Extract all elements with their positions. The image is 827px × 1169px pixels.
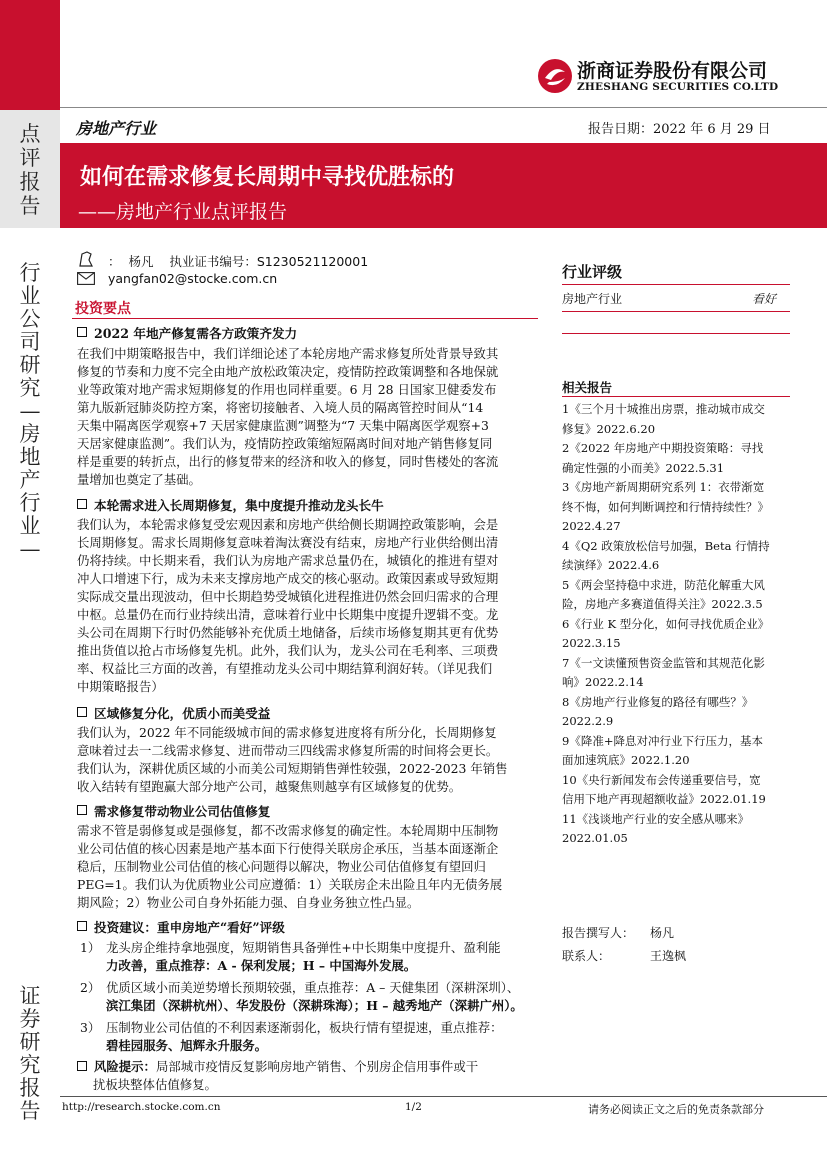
related-item[interactable]: 9《降准+降息对冲行业下行压力，基本 面加速筑底》2022.1.20 [562, 733, 763, 767]
sidebar-top-red [0, 0, 60, 110]
report-title: 如何在需求修复长周期中寻找优胜标的 [80, 164, 455, 190]
footer-url[interactable]: http://research.stocke.com.cn [62, 1101, 221, 1113]
email-icon [77, 272, 95, 285]
section-body-4: 需求不管是弱修复或是强修复，都不改需求修复的确定性。本轮周期中压制物 业公司估值的核心因素是地产基本面下行使得关联房企承压，当基本面逐渐企 稳后，压制物业公司估值的核心问题得以解决，物业公司估值修复有望回归 PEG=1。我们认为优质物业公司应遵循：1）关联房企未出险且年内无债务展 期风险；2）物业公司自身外拓能力强、自身业务独立性凸显。 [77, 823, 503, 910]
section-body-3: 我们认为，2022 年不同能级城市间的需求修复进度将有所分化，长周期修复 意味着过去一二线需求修复、进而带动三四线需求修复所需的时间将会更长。 我们认为，深耕优质区域的小而美公司短期销售弹性较强，2022-2023 年销售 收入结转有望跑赢大部分地产公司，越聚焦则越享有区域修复的优势。 [77, 725, 508, 794]
rating-heading: 行业评级 [562, 263, 623, 281]
section-heading-5: 投资建议：重申房地产“看好”评级 [77, 917, 285, 936]
sidebar-category: 行 业 公 司 研 究 — 房 地 产 行 业 — [19, 261, 41, 561]
rating-rule [562, 284, 790, 285]
related-rule [562, 396, 790, 397]
related-list [562, 400, 824, 849]
related-item[interactable]: 1《三个月十城推出房票，推动城市成交 修复》2022.6.20 [562, 402, 765, 436]
company-name-en: ZHESHANG SECURITIES CO.LTD [577, 81, 779, 93]
rating-rule-3 [562, 333, 790, 334]
related-item[interactable]: 5《两会坚持稳中求进，防范化解重大风 险，房地产多赛道值得关注》2022.3.5 [562, 577, 765, 611]
related-item[interactable]: 10《央行新闻发布会传递重要信号，宽 信用下地产再现超额收益》2022.01.19 [562, 772, 766, 806]
section-heading-3: 区域修复分化，优质小而美受益 [77, 703, 270, 722]
company-name-cn: 浙商证券股份有限公司 [577, 60, 768, 82]
invest-rule [72, 318, 538, 319]
recommendation-1: 1） 龙头房企维持拿地强度，短期销售具备弹性+中长期集中度提升、盈利能 力改善，重点推荐：A - 保利发展；H – 中国海外发展。 [80, 940, 501, 973]
section-heading-4: 需求修复带动物业公司估值修复 [77, 801, 270, 820]
rating-industry: 房地产行业 [562, 292, 623, 306]
checkbox-icon [77, 921, 87, 931]
risk-notice: 风险提示：局部城市疫情反复影响房地产销售、个别房企信用事件或干 扰板块整体估值修复。 [77, 1058, 543, 1094]
sidebar-report-type: 点 评 报 告 [19, 122, 41, 218]
writer-name: 杨凡 [650, 926, 675, 940]
sidebar-footer: 证 券 研 究 报 告 [19, 984, 41, 1123]
checkbox-icon [77, 327, 87, 337]
zheshang-logo-icon [537, 58, 573, 94]
related-item[interactable]: 4《Q2 政策放松信号加强，Beta 行情持 续演绎》2022.4.6 [562, 538, 770, 572]
rating-rule-2 [562, 311, 790, 312]
company-logo [537, 56, 779, 96]
invest-heading: 投资要点 [75, 301, 131, 317]
related-item[interactable]: 3《房地产新周期研究系列 1：衣带渐宽 终不悔，如何判断调控和行情持续性？》 2022.4.27 [562, 480, 769, 533]
person-icon [78, 251, 94, 267]
contact-label: 联系人： [562, 949, 611, 963]
analyst-line: ： 杨凡 执业证书编号：S1230521120001 [108, 254, 369, 269]
header-industry: 房地产行业 [76, 119, 157, 138]
writer-label: 报告撰写人： [562, 926, 635, 940]
footer-page: 1/2 [405, 1101, 422, 1113]
analyst-email[interactable]: yangfan02@stocke.com.cn [108, 271, 278, 286]
checkbox-icon [77, 805, 87, 815]
section-heading-2: 本轮需求进入长周期修复，集中度提升推动龙头长牛 [77, 495, 384, 514]
related-item[interactable]: 11《浅谈地产行业的安全感从哪来》 2022.01.05 [562, 811, 750, 845]
report-subtitle: ——房地产行业点评报告 [78, 201, 288, 223]
related-item[interactable]: 6《行业 K 型分化，如何寻找优质企业》 2022.3.15 [562, 616, 770, 650]
header-rule [60, 107, 827, 108]
checkbox-icon [77, 1061, 87, 1071]
related-item[interactable]: 2《2022 年房地产中期投资策略：寻找 确定性强的小而美》2022.5.31 [562, 441, 764, 475]
checkbox-icon [77, 499, 87, 509]
recommendation-3: 3） 压制物业公司估值的不利因素逐渐弱化，板块行情有望提速，重点推荐： 碧桂园服务、旭辉永升服务。 [80, 1020, 503, 1053]
footer-rule [60, 1096, 827, 1097]
related-heading: 相关报告 [562, 380, 613, 395]
section-body-1: 在我们中期策略报告中，我们详细论述了本轮房地产需求修复所处背景导致其 修复的节奏和力度不完全由地产放松政策决定，疫情防控政策调整和各地保就 业等政策对地产需求短期修复的作用也同样重要。6 月 28 日国家卫健委发布 第九版新冠肺炎防控方案，将密切接触者、入境人员的隔离管控时间从“14 天集中隔离医学观察+7 天居家健康监测”调整为“7 天集中隔离医学观察+3 天居家健康监测”。我们认为，疫情防控政策缩短隔离时间对地产销售修复同 样是重要的转折点，出行的修复带来的经济和收入的修复，同时售楼处的客流 量增加也奠定了基础。 [77, 346, 499, 487]
related-item[interactable]: 7《一文读懂预售资金监管和其规范化影 响》2022.2.14 [562, 655, 765, 689]
related-item[interactable]: 8《房地产行业修复的路径有哪些？》 2022.2.9 [562, 694, 754, 728]
footer-disclaimer: 请务必阅读正文之后的免责条款部分 [588, 1103, 764, 1116]
section-body-2: 我们认为，本轮需求修复受宏观因素和房地产供给侧长期调控政策影响，会是 长周期修复。需求长周期修复意味着淘汰赛没有结束，房地产行业供给侧出清 仍将持续。中长期来看，我们认为房地产需求总量仍在，城镇化的推进有望对 冲人口增速下行，成为未来支撑房地产成交的核心驱动。政策因素或导致短期 实际成交量出现波动，但中长期趋势受城镇化进程推进仍然会回归需求的合理 中枢。总量仍在而行业持续出清，意味着行业中长期集中度提升逻辑不变。龙 头公司在周期下行时仍然能够补充优质土地储备，后续市场修复期其更有优势 推出货值以抢占市场修复先机。此外，我们认为，龙头公司在毛利率、三项费 率、权益比三方面的改善，有望推动龙头公司中期结算利润好转。（详见我们 中期策略报告） [77, 517, 499, 694]
contact-name: 王逸枫 [650, 949, 687, 963]
checkbox-icon [77, 707, 87, 717]
rating-value: 看好 [752, 292, 777, 306]
report-date: 报告日期：2022 年 6 月 29 日 [588, 122, 771, 137]
section-heading-1: 2022 年地产修复需各方政策齐发力 [77, 323, 297, 342]
recommendation-2: 2） 优质区域小而美逆势增长预期较强，重点推荐：A – 天健集团（深耕深圳）、 滨江集团（深耕杭州）、华发股份（深耕珠海）；H – 越秀地产（深耕广州）。 [80, 980, 523, 1013]
